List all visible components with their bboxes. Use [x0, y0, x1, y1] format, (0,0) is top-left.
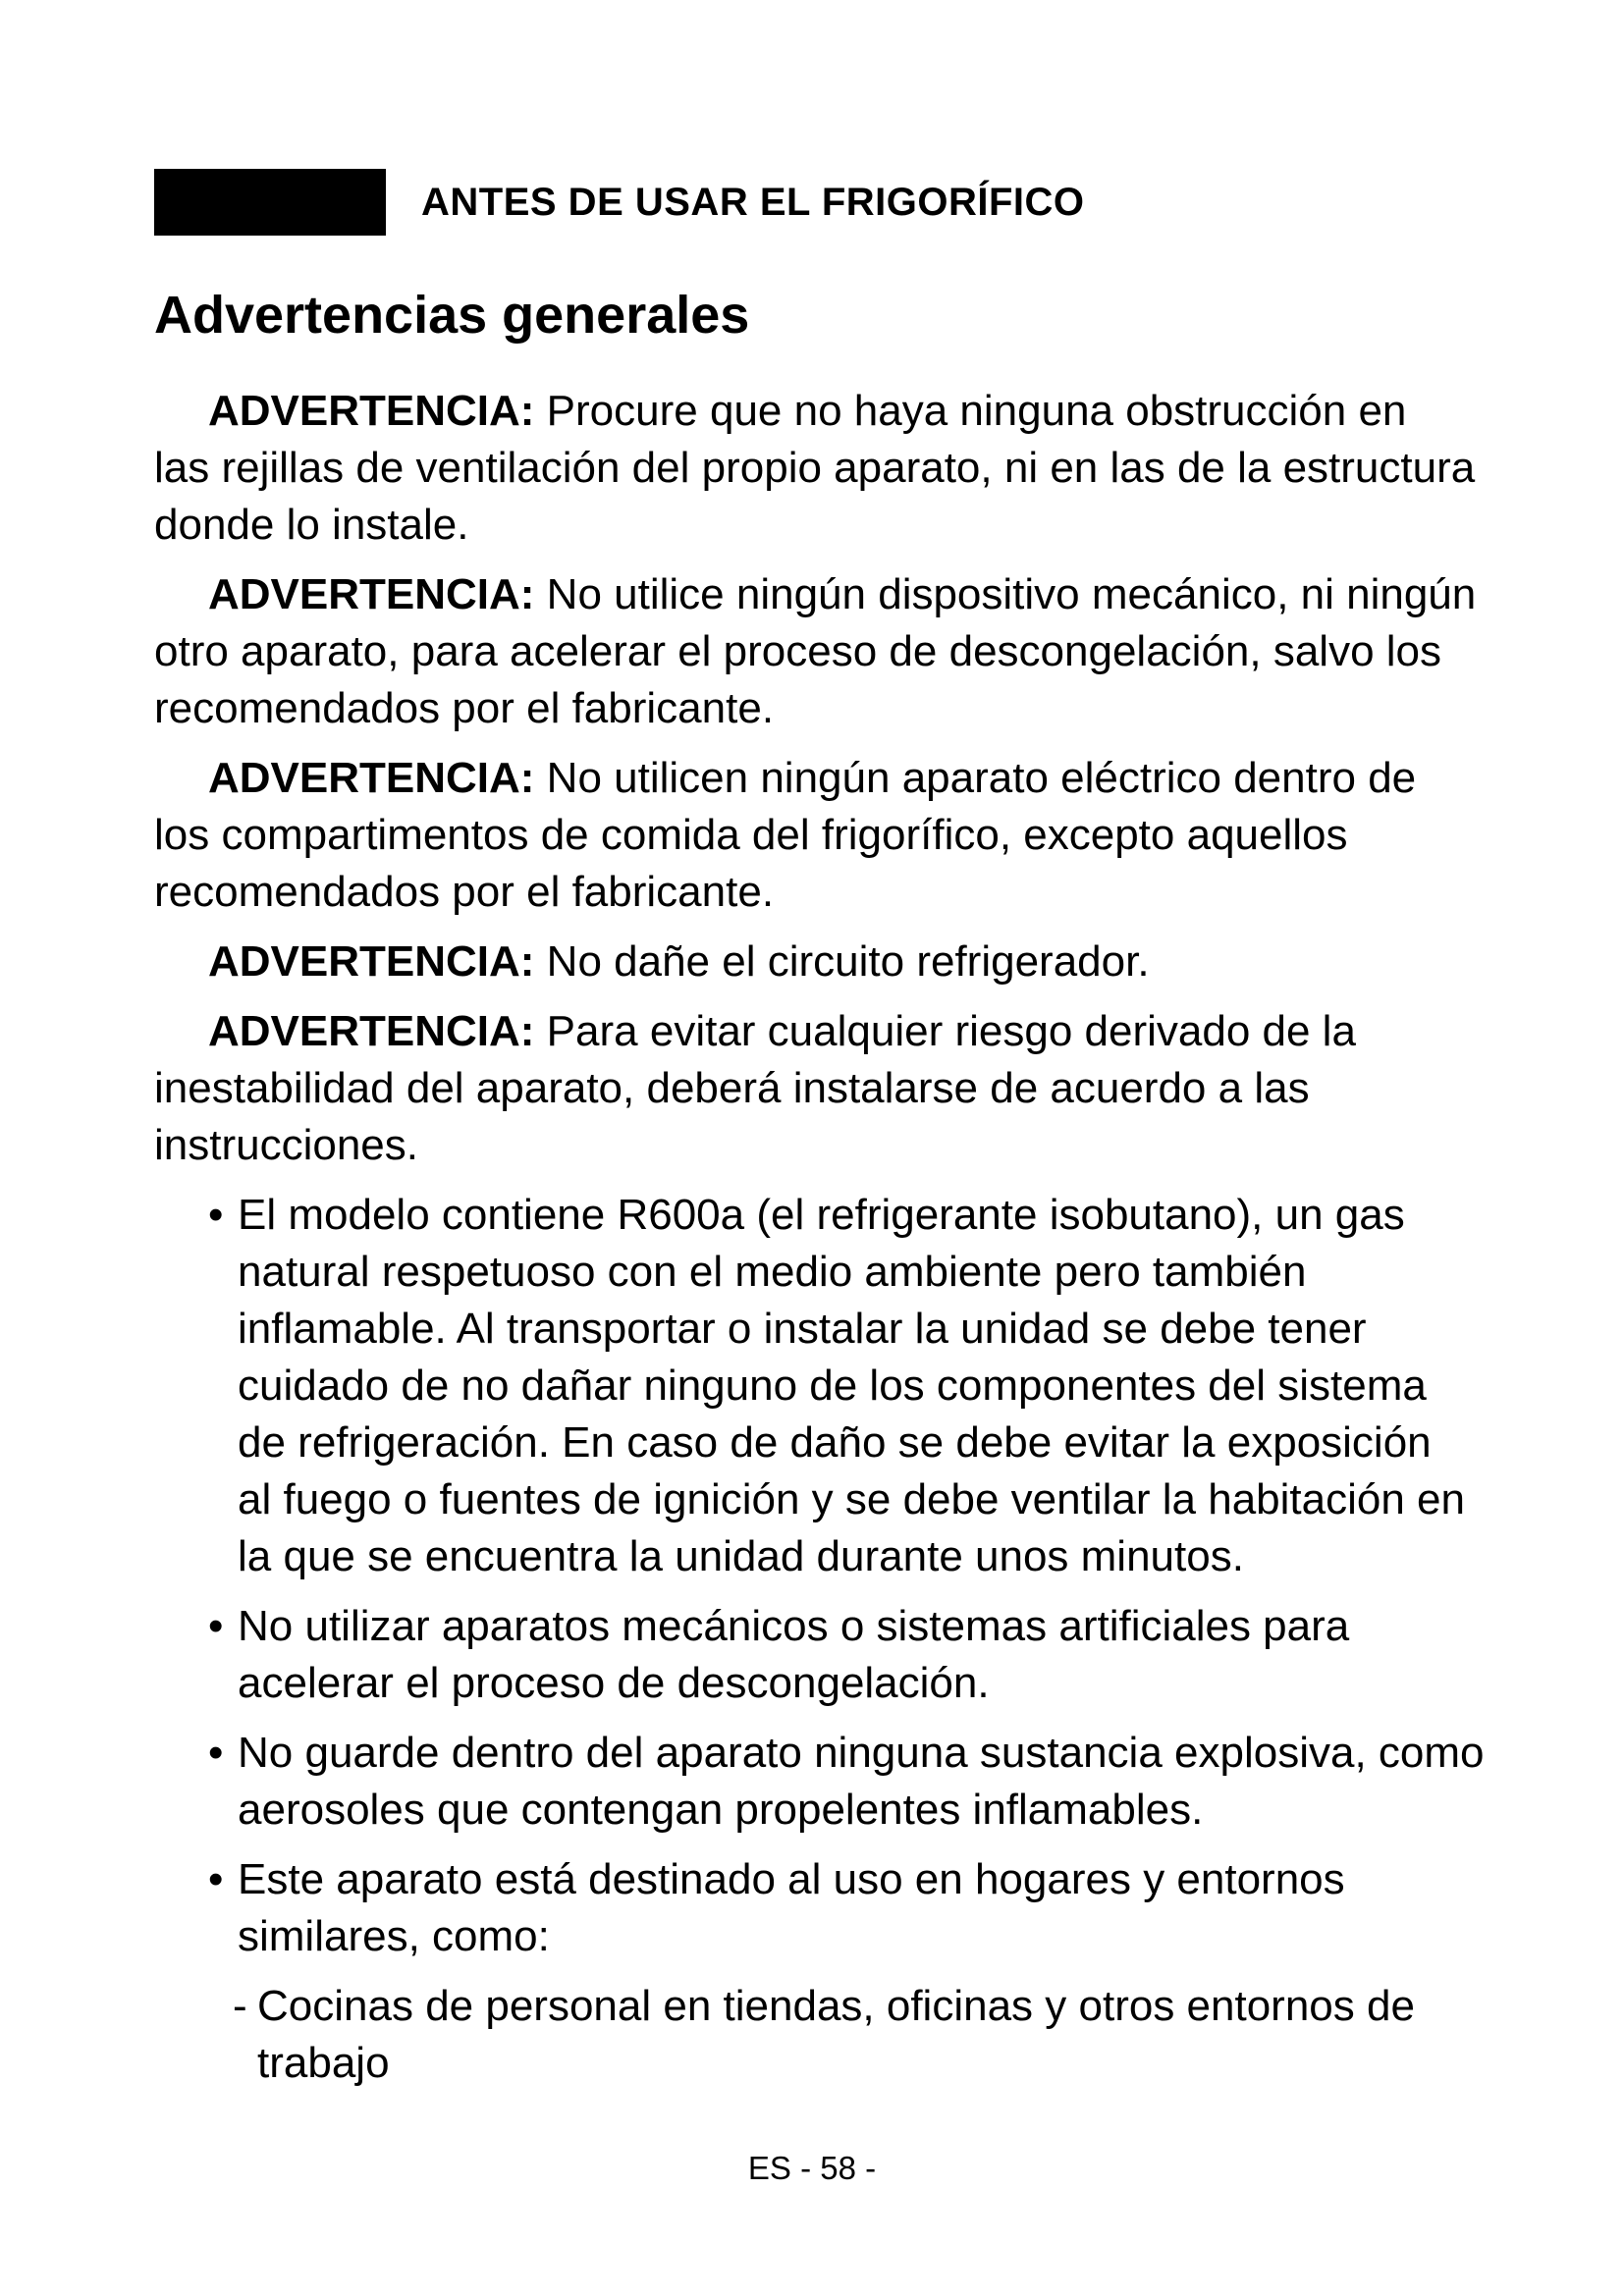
text-line: otro aparato, para acelerar el proceso de descongelación, salvo los	[154, 627, 1442, 675]
document-body	[154, 383, 1624, 2092]
text-line: No guarde dentro del aparato ninguna sustancia explosiva, como	[238, 1729, 1485, 1777]
warning-paragraph	[154, 1003, 1624, 1174]
text-line: recomendados por el fabricante.	[154, 868, 775, 916]
warning-paragraph	[154, 750, 1624, 921]
warning-label: ADVERTENCIA:	[208, 754, 535, 802]
section-title: ANTES DE USAR EL FRIGORÍFICO	[421, 180, 1085, 224]
warning-text: Para evitar cualquier riesgo derivado de la	[534, 1007, 1356, 1055]
dash-list-item	[154, 1978, 1624, 2092]
bullet-icon: •	[208, 1729, 224, 1777]
text-line: la que se encuentra la unidad durante unos minutos.	[238, 1532, 1244, 1580]
text-line	[154, 750, 1624, 807]
text-line	[154, 383, 1624, 440]
bullet-icon: •	[208, 1855, 224, 1903]
text-line: los compartimentos de comida del frigorífico, excepto aquellos	[154, 811, 1348, 859]
warning-label: ADVERTENCIA:	[208, 1007, 535, 1055]
text-line: inflamable. Al transportar o instalar la unidad se debe tener	[238, 1305, 1367, 1353]
warning-text: No utilicen ningún aparato eléctrico dentro de	[534, 754, 1417, 802]
warning-paragraph	[154, 383, 1624, 554]
text-line	[154, 566, 1624, 623]
text-line: No utilizar aparatos mecánicos o sistemas artificiales para	[238, 1602, 1350, 1650]
text-line: al fuego o fuentes de ignición y se debe ventilar la habitación en	[238, 1475, 1465, 1523]
warning-paragraph	[154, 934, 1624, 990]
page-title: Advertencias generales	[154, 286, 750, 345]
warning-paragraph	[154, 566, 1624, 737]
text-line: las rejillas de ventilación del propio aparato, ni en las de la estructura	[154, 444, 1476, 492]
text-line: recomendados por el fabricante.	[154, 684, 775, 732]
bullet-icon: •	[208, 1191, 224, 1239]
bullet-list-item	[154, 1187, 1624, 1585]
page-number: ES - 58 -	[747, 2150, 877, 2186]
redacted-block	[154, 169, 386, 236]
text-line: similares, como:	[238, 1912, 550, 1960]
text-line: natural respetuoso con el medio ambiente pero también	[238, 1248, 1307, 1296]
bullet-icon: •	[208, 1602, 224, 1650]
text-line: cuidado de no dañar ninguno de los componentes del sistema	[238, 1362, 1427, 1410]
warning-text: No dañe el circuito refrigerador.	[534, 937, 1150, 986]
warning-label: ADVERTENCIA:	[208, 570, 535, 618]
warning-label: ADVERTENCIA:	[208, 387, 535, 435]
text-line: de refrigeración. En caso de daño se debe evitar la exposición	[238, 1418, 1432, 1467]
text-line	[154, 934, 1624, 990]
bullet-list-item	[154, 1851, 1624, 1965]
text-line: inestabilidad del aparato, deberá instalarse de acuerdo a las	[154, 1064, 1310, 1112]
text-line: aerosoles que contengan propelentes inflamables.	[238, 1786, 1204, 1834]
text-line	[154, 1003, 1624, 1060]
bullet-list-item	[154, 1598, 1624, 1712]
dash-icon: -	[233, 1982, 247, 2030]
bullet-list-item	[154, 1725, 1624, 1839]
text-line: donde lo instale.	[154, 501, 469, 549]
text-line: Este aparato está destinado al uso en hogares y entornos	[238, 1855, 1345, 1903]
text-line: Cocinas de personal en tiendas, oficinas y otros entornos de	[257, 1982, 1415, 2030]
text-line: trabajo	[257, 2039, 390, 2087]
warning-text: Procure que no haya ninguna obstrucción en	[534, 387, 1407, 435]
warning-text: No utilice ningún dispositivo mecánico, ni ningún	[534, 570, 1477, 618]
text-line: El modelo contiene R600a (el refrigerante isobutano), un gas	[238, 1191, 1405, 1239]
text-line: instrucciones.	[154, 1121, 419, 1169]
warning-label: ADVERTENCIA:	[208, 937, 535, 986]
section-header	[154, 169, 1085, 236]
text-line: acelerar el proceso de descongelación.	[238, 1659, 990, 1707]
